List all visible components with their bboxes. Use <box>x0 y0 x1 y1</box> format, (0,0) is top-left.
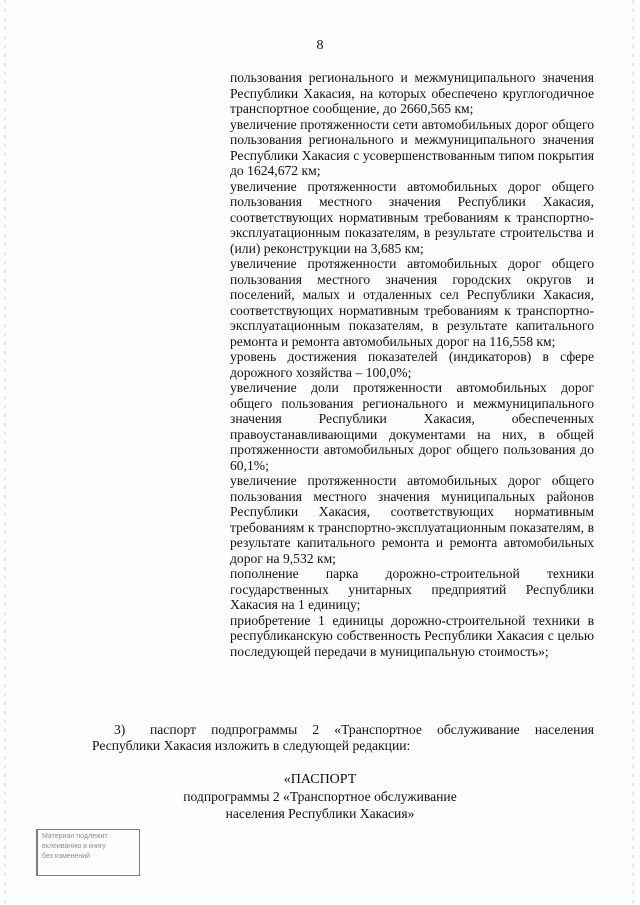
list-item: увеличение протяженности сети автомобильных дорог общего пользования регионального и межмуниципального значения Республики Хакасия с усовершенствованным типом покрытия до 1624,672 км; <box>230 116 594 178</box>
list-item: уровень достижения показателей (индикаторов) в сфере дорожного хозяйства – 100,0%; <box>230 349 594 380</box>
list-item: увеличение доли протяженности автомобильных дорог общего пользования регионального и межмуниципального значения Республики Хакасия, обеспеченных правоустанавливающими документами на них, в общей протяженности автомобильных дорог общего пользования до 60,1%; <box>230 380 594 473</box>
indicator-list <box>230 70 594 659</box>
list-item: пополнение парка дорожно-строительной техники государственных унитарных предприятий Республики Хакасия на 1 единицу; <box>230 566 594 612</box>
list-item: пользования регионального и межмуниципального значения Республики Хакасия, на которых обеспечено круглогодичное транспортное сообщение, до 2660,565 км; <box>230 70 594 116</box>
registration-stamp: Материал подлежит вклеиванию в книгу без изменений <box>36 829 140 876</box>
list-item: увеличение протяженности автомобильных дорог общего пользования местного значения Республики Хакасия, соответствующих нормативным требованиям к транспортно-эксплуатационным показателям, в результате строительства и (или) реконструкции на 3,685 км; <box>230 178 594 256</box>
passport-title: «ПАСПОРТ <box>283 772 357 787</box>
passport-heading <box>0 771 640 822</box>
list-item: увеличение протяженности автомобильных дорог общего пользования местного значения муниципальных районов Республики Хакасия, соответствующих нормативным требованиям к транспортно-эксплуатационным показателям, в результате капитального ремонта и ремонта автомобильных дорог на 9,532 км; <box>230 473 594 566</box>
list-item: увеличение протяженности автомобильных дорог общего пользования местного значения городских округов и поселений, малых и отдаленных сел Республики Хакасия, соответствующих нормативным требованиям к транспортно-эксплуатационным показателям, в результате капитального ремонта и ремонта автомобильных дорог на 116,558 км; <box>230 256 594 349</box>
scan-edge-left <box>4 0 6 905</box>
list-item: приобретение 1 единицы дорожно-строительной техники в республиканскую собственность Республики Хакасия с целью последующей передачи в муниципальную стоимость»; <box>230 612 594 659</box>
paragraph-text: паспорт подпрограммы 2 «Транспортное обслуживание населения Республики Хакасия изложить в следующей редакции: <box>92 722 594 753</box>
scan-edge-right <box>632 0 634 905</box>
passport-subtitle-line-1: подпрограммы 2 «Транспортное обслуживание <box>183 789 457 804</box>
numbered-paragraph <box>92 722 594 754</box>
page-number: 8 <box>316 38 324 53</box>
paragraph-number: 3) <box>114 722 126 737</box>
passport-subtitle-line-2: населения Республики Хакасия» <box>225 806 415 821</box>
